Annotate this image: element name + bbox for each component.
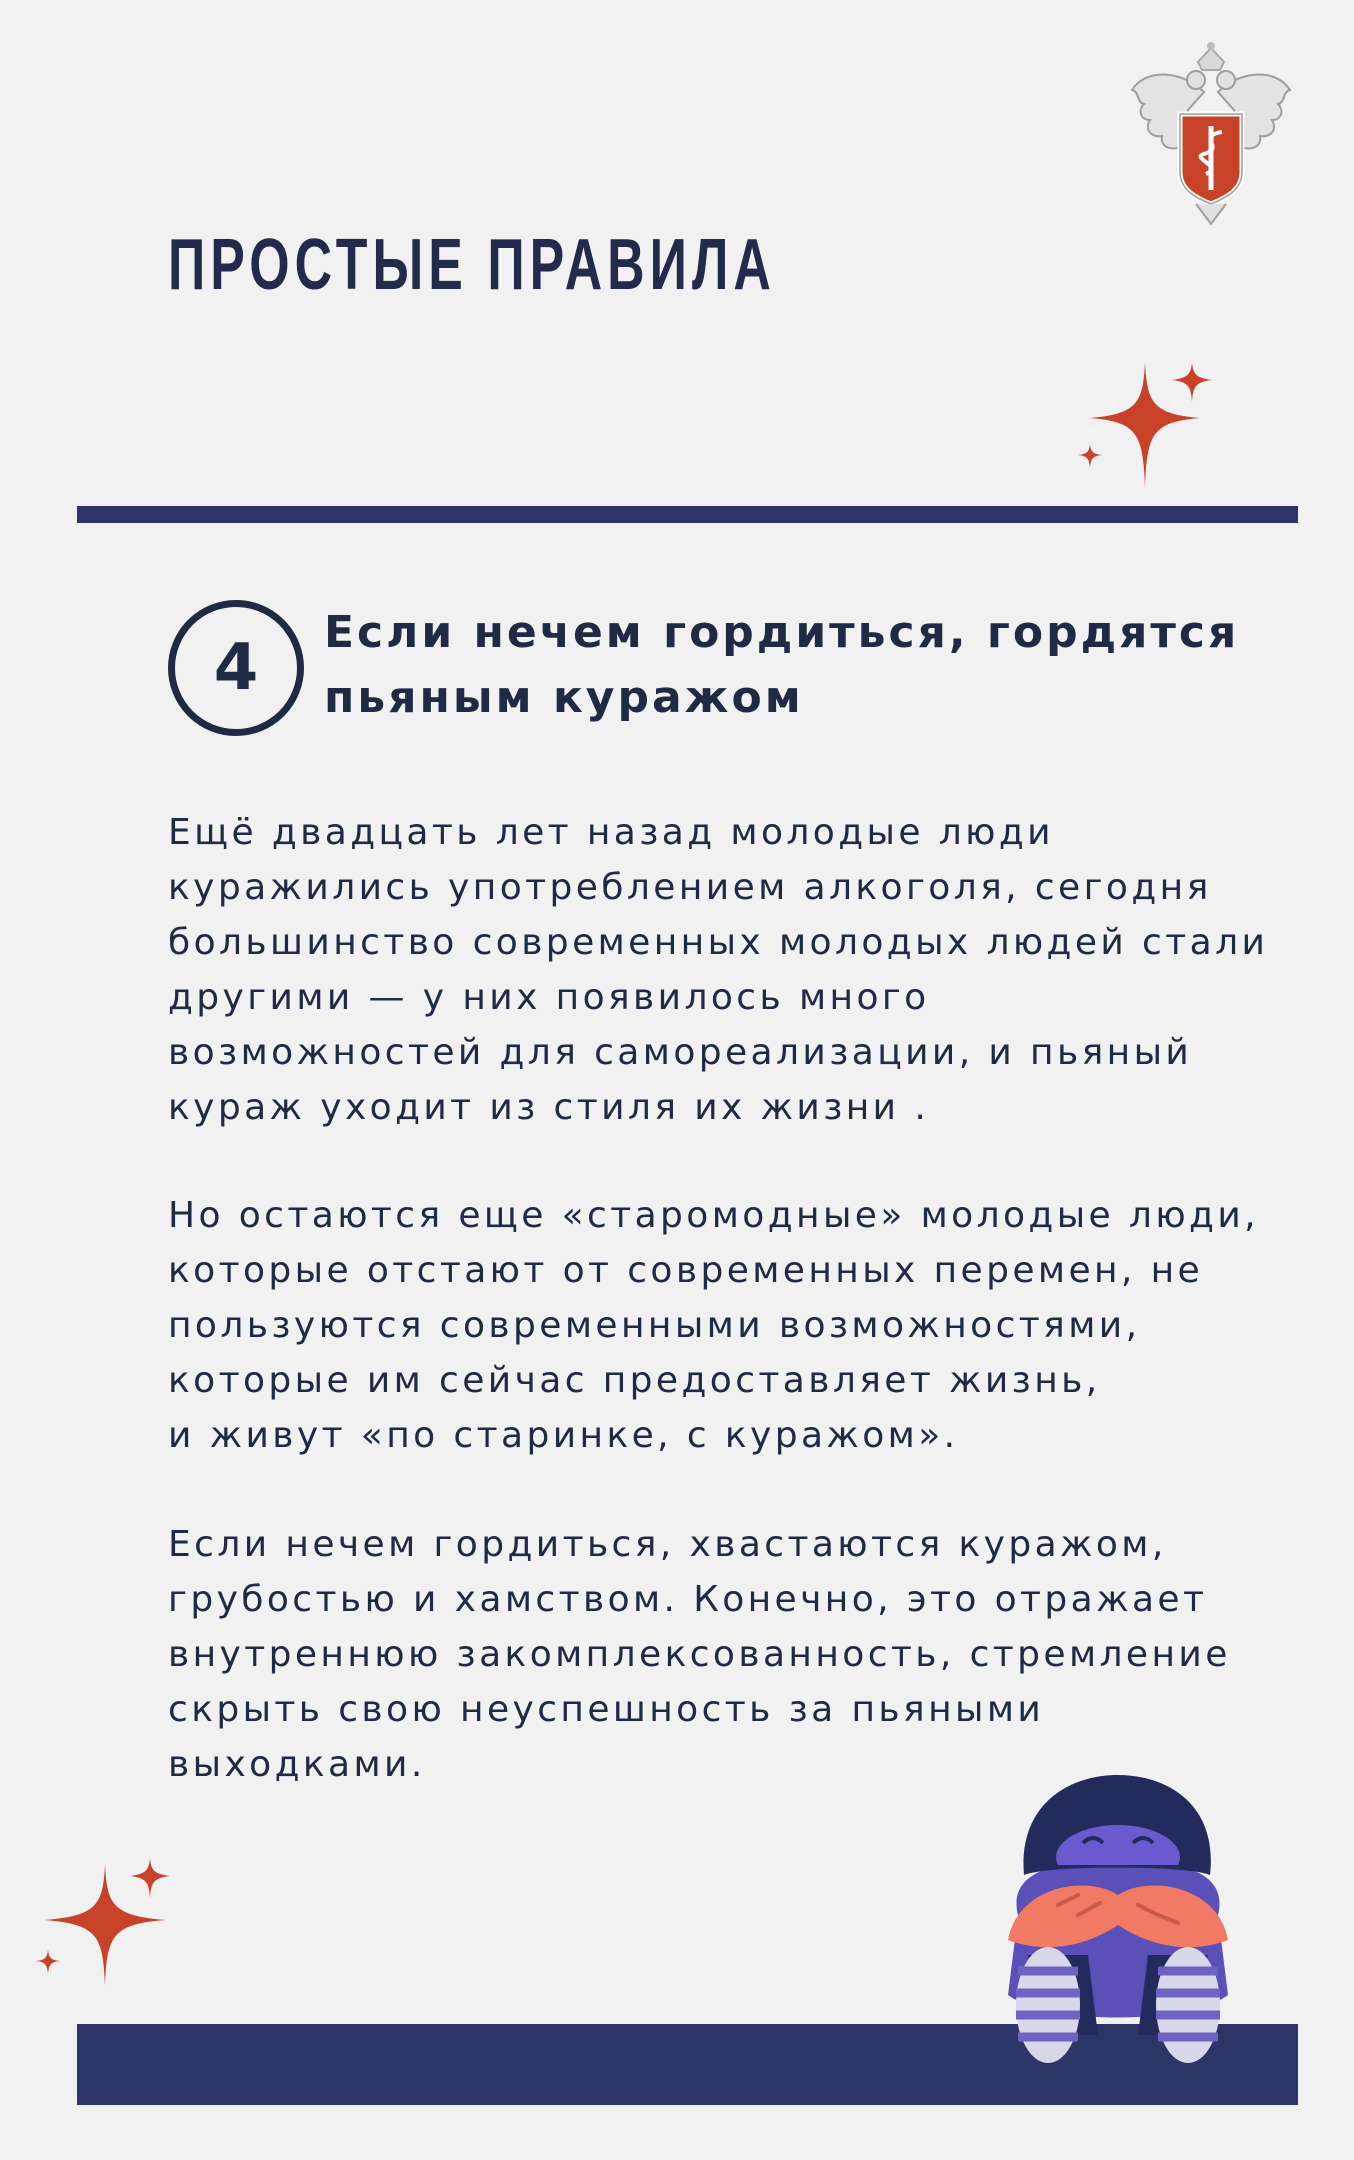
top-divider-bar — [77, 506, 1298, 523]
sad-child-hugging-knees-illustration — [988, 1765, 1248, 2065]
paragraph-1: Ещё двадцать лет назад молодые люди куражились употреблением алкоголя, сегодня большинство современных молодых людей стали другими — у них появилось много возможностей для самореализации, и пьяный кураж уходит из стиля их жизни . — [168, 812, 1269, 1128]
four-point-star-icon — [30, 1858, 180, 1988]
four-point-star-icon — [1072, 362, 1222, 492]
paragraph-2: Но остаются еще «старомодные» молодые люди, которые отстают от современных перемен, не пользуются современными возможностями, которые им сейчас предоставляет жизнь, и живут «по старинке, с куражом». — [168, 1195, 1259, 1456]
ministry-of-health-emblem-icon — [1126, 40, 1296, 230]
rule-heading: Если нечем гордиться, гордятся пьяным куражом — [324, 607, 1240, 723]
rule-number-badge: 4 — [168, 600, 304, 736]
paragraph-3: Если нечем гордиться, хвастаются куражом, грубостью и хамством. Конечно, это отражает внутреннюю закомплексованность, стремление скрыть свою неуспешность за пьяными выходками. — [168, 1524, 1231, 1785]
page-title: ПРОСТЫЕ ПРАВИЛА — [168, 225, 776, 305]
